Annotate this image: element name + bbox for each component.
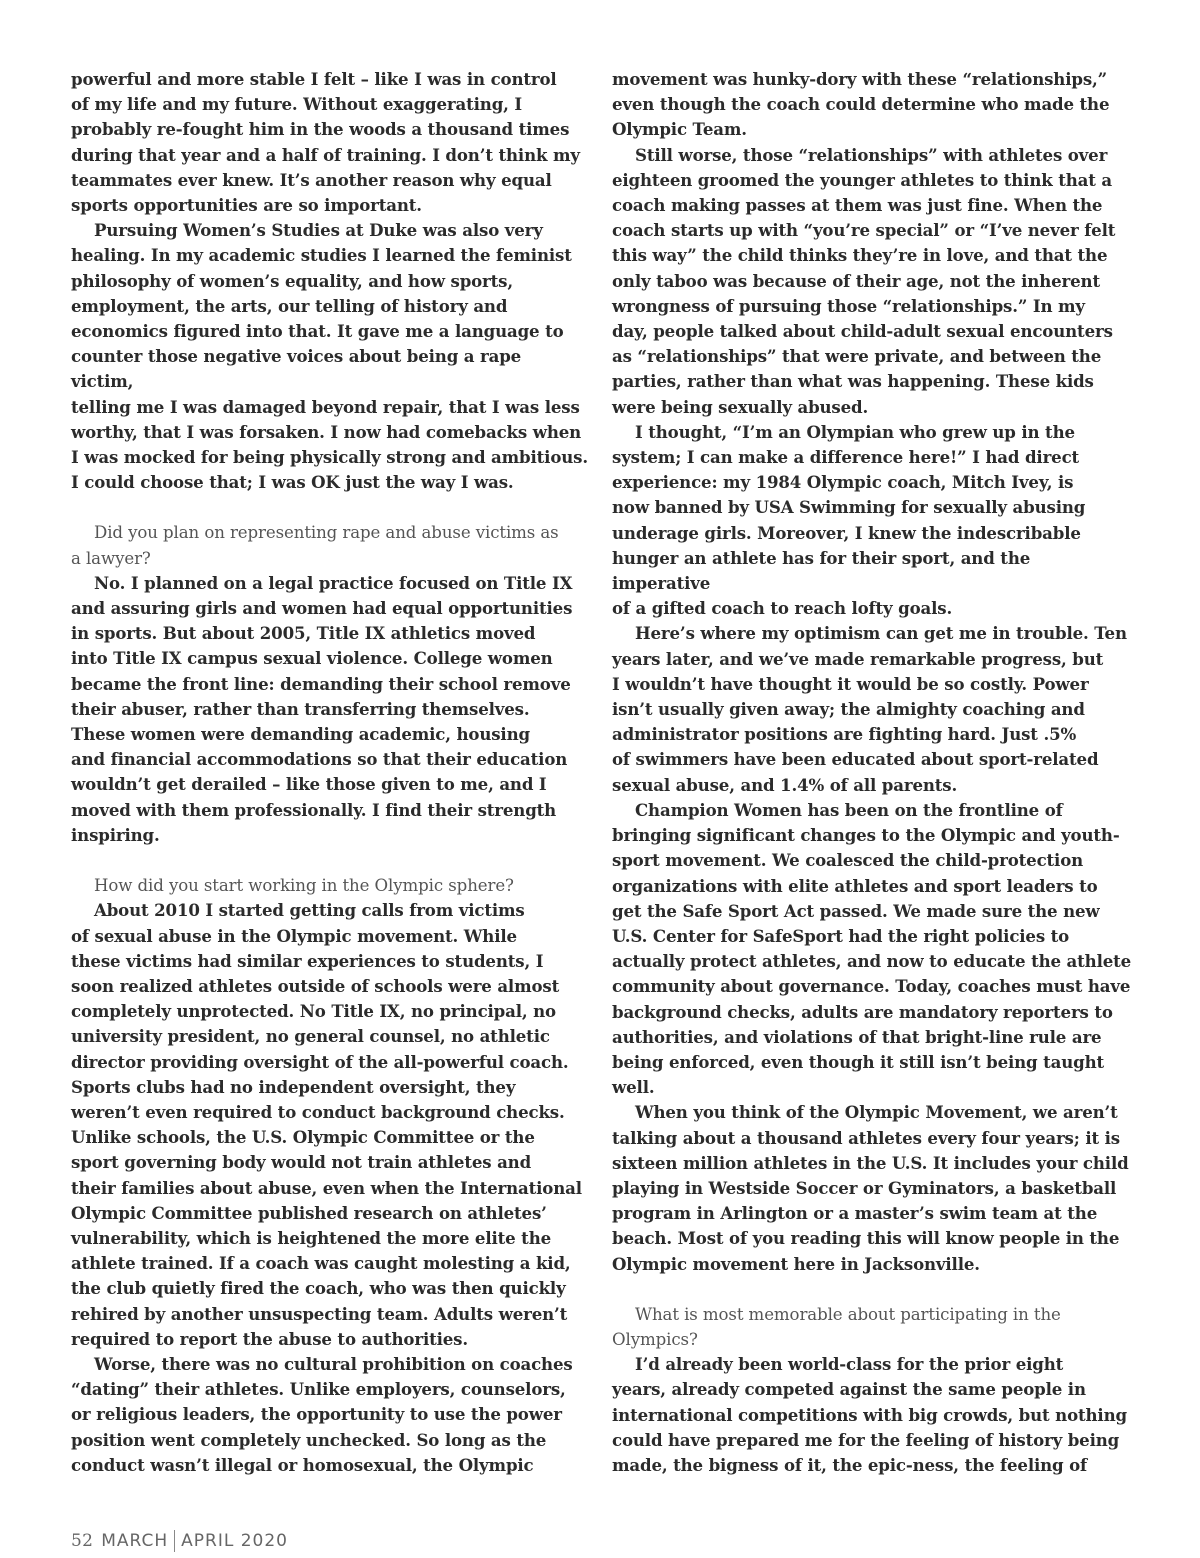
answer-paragraph: When you think of the Olympic Movement, we aren’t talking about a thousand athletes every four years; it is sixteen million athletes in the U.S. It includes your child playing in Westside Soccer or Gyminators, a basketball program in Arlington or a master’s swim team at the beach. Most of you reading this will know people in the Olympic movement here in Jacksonville.: [612, 1102, 1129, 1274]
paragraph-continued: powerful and more stable I felt – like I was in control of my life and my future. Without exaggerating, I probably re-fought him in the woods a thousand times during that year and a half of training. I don’t think my teammates ever knew. It’s another reason why equal sports opportunities are so important.: [71, 69, 580, 216]
interview-question: What is most memorable about participating in the Olympics?: [612, 1304, 1061, 1349]
answer-paragraph: Here’s where my optimism can get me in trouble. Ten years later, and we’ve made remarkable progress, but I wouldn’t have thought it would be so costly. Power isn’t usually given away; the almighty coaching and administrator positions are fighting hard. Just .5% of swimmers have been educated about sport-related sexual abuse, and 1.4% of all parents.: [612, 623, 1127, 795]
right-column: [612, 67, 1132, 1478]
page-footer: [71, 1530, 288, 1552]
interview-question: Did you plan on representing rape and abuse victims as a lawyer?: [71, 523, 559, 568]
paragraph-continued: movement was hunky-dory with these “relationships,” even though the coach could determine who made the Olympic Team.: [612, 69, 1110, 140]
answer-paragraph: I thought, “I’m an Olympian who grew up in the system; I can make a difference here!” I had direct experience: my 1984 Olympic coach, Mitch Ivey, is now banned by USA Swimming for sexually abusing underage girls. Moreover, I knew the indescribable hunger an athlete has for their sport, and the imperative of a gifted coach to reach lofty goals.: [612, 421, 1086, 619]
answer-paragraph: Champion Women has been on the frontline of bringing significant changes to the Olympic and youth- sport movement. We coalesced the child-protection organizations with elite athletes and sport leaders to get the Safe Sport Act passed. We made sure the new U.S. Center for SafeSport had the right policies to actually protect athletes, and now to educate the athlete community about governance. Today, coaches must have background checks, adults are mandatory reporters to authorities, and violations of that bright-line rule are being enforced, even though it still isn’t being taught well.: [612, 799, 1132, 1098]
issue-month-year: APRIL 2020: [181, 1531, 289, 1551]
answer-paragraph: Worse, there was no cultural prohibition on coaches “dating” their athletes. Unlike employers, counselors, or religious leaders, the opportunity to use the power position went completely unchecked. So long as the conduct wasn’t illegal or homosexual, the Olympic: [71, 1353, 573, 1475]
paragraph-womens-studies: Pursuing Women’s Studies at Duke was also very healing. In my academic studies I learned the feminist philosophy of women’s equality, and how sports, employment, the arts, our telling of history and economics figured into that. It gave me a language to counter those negative voices about being a rape victim, telling me I was damaged beyond repair, that I was less worthy, that I was forsaken. I now had comebacks when I was mocked for being physically strong and ambitious. I could choose that; I was OK just the way I was.: [71, 220, 588, 493]
left-column: [71, 67, 588, 1478]
interview-question: How did you start working in the Olympic sphere?: [94, 876, 514, 896]
answer-paragraph: About 2010 I started getting calls from victims of sexual abuse in the Olympic movement. While these victims had similar experiences to students, I soon realized athletes outside of schools were almost completely unprotected. No Title IX, no principal, no university president, no general counsel, no athletic director providing oversight of the all-powerful coach. Sports clubs had no independent oversight, they weren’t even required to conduct background checks. Unlike schools, the U.S. Olympic Committee or the sport governing body would not train athletes and their families about abuse, even when the International Olympic Committee published research on athletes’ vulnerability, which is heightened the more elite the athlete trained. If a coach was caught molesting a kid, the club quietly fired the coach, who was then quickly rehired by another unsuspecting team. Adults weren’t required to report the abuse to authorities.: [71, 900, 582, 1349]
page-number: 52: [71, 1531, 94, 1551]
answer-paragraph: No. I planned on a legal practice focused on Title IX and assuring girls and women had equal opportunities in sports. But about 2005, Title IX athletics moved into Title IX campus sexual violence. College women became the front line: demanding their school remove their abuser, rather than transferring themselves. These women were demanding academic, housing and financial accommodations so that their education wouldn’t get derailed – like those given to me, and I moved with them professionally. I find their strength inspiring.: [71, 572, 573, 845]
footer-divider: [174, 1530, 175, 1552]
answer-paragraph: I’d already been world-class for the prior eight years, already competed against the same people in international competitions with big crowds, but nothing could have prepared me for the feeling of history being made, the bigness of it, the epic-ness, the feeling of: [612, 1354, 1127, 1475]
issue-month: MARCH: [101, 1531, 169, 1551]
answer-paragraph: Still worse, those “relationships” with athletes over eighteen groomed the younger athletes to think that a coach making passes at them was just fine. When the coach starts up with “you’re special” or “I’ve never felt this way” the child thinks they’re in love, and that the only taboo was because of their age, not the inherent wrongness of pursuing those “relationships.” In my day, people talked about child-adult sexual encounters as “relationships” that were private, and between the parties, rather than what was happening. These kids were being sexually abused.: [612, 144, 1116, 417]
